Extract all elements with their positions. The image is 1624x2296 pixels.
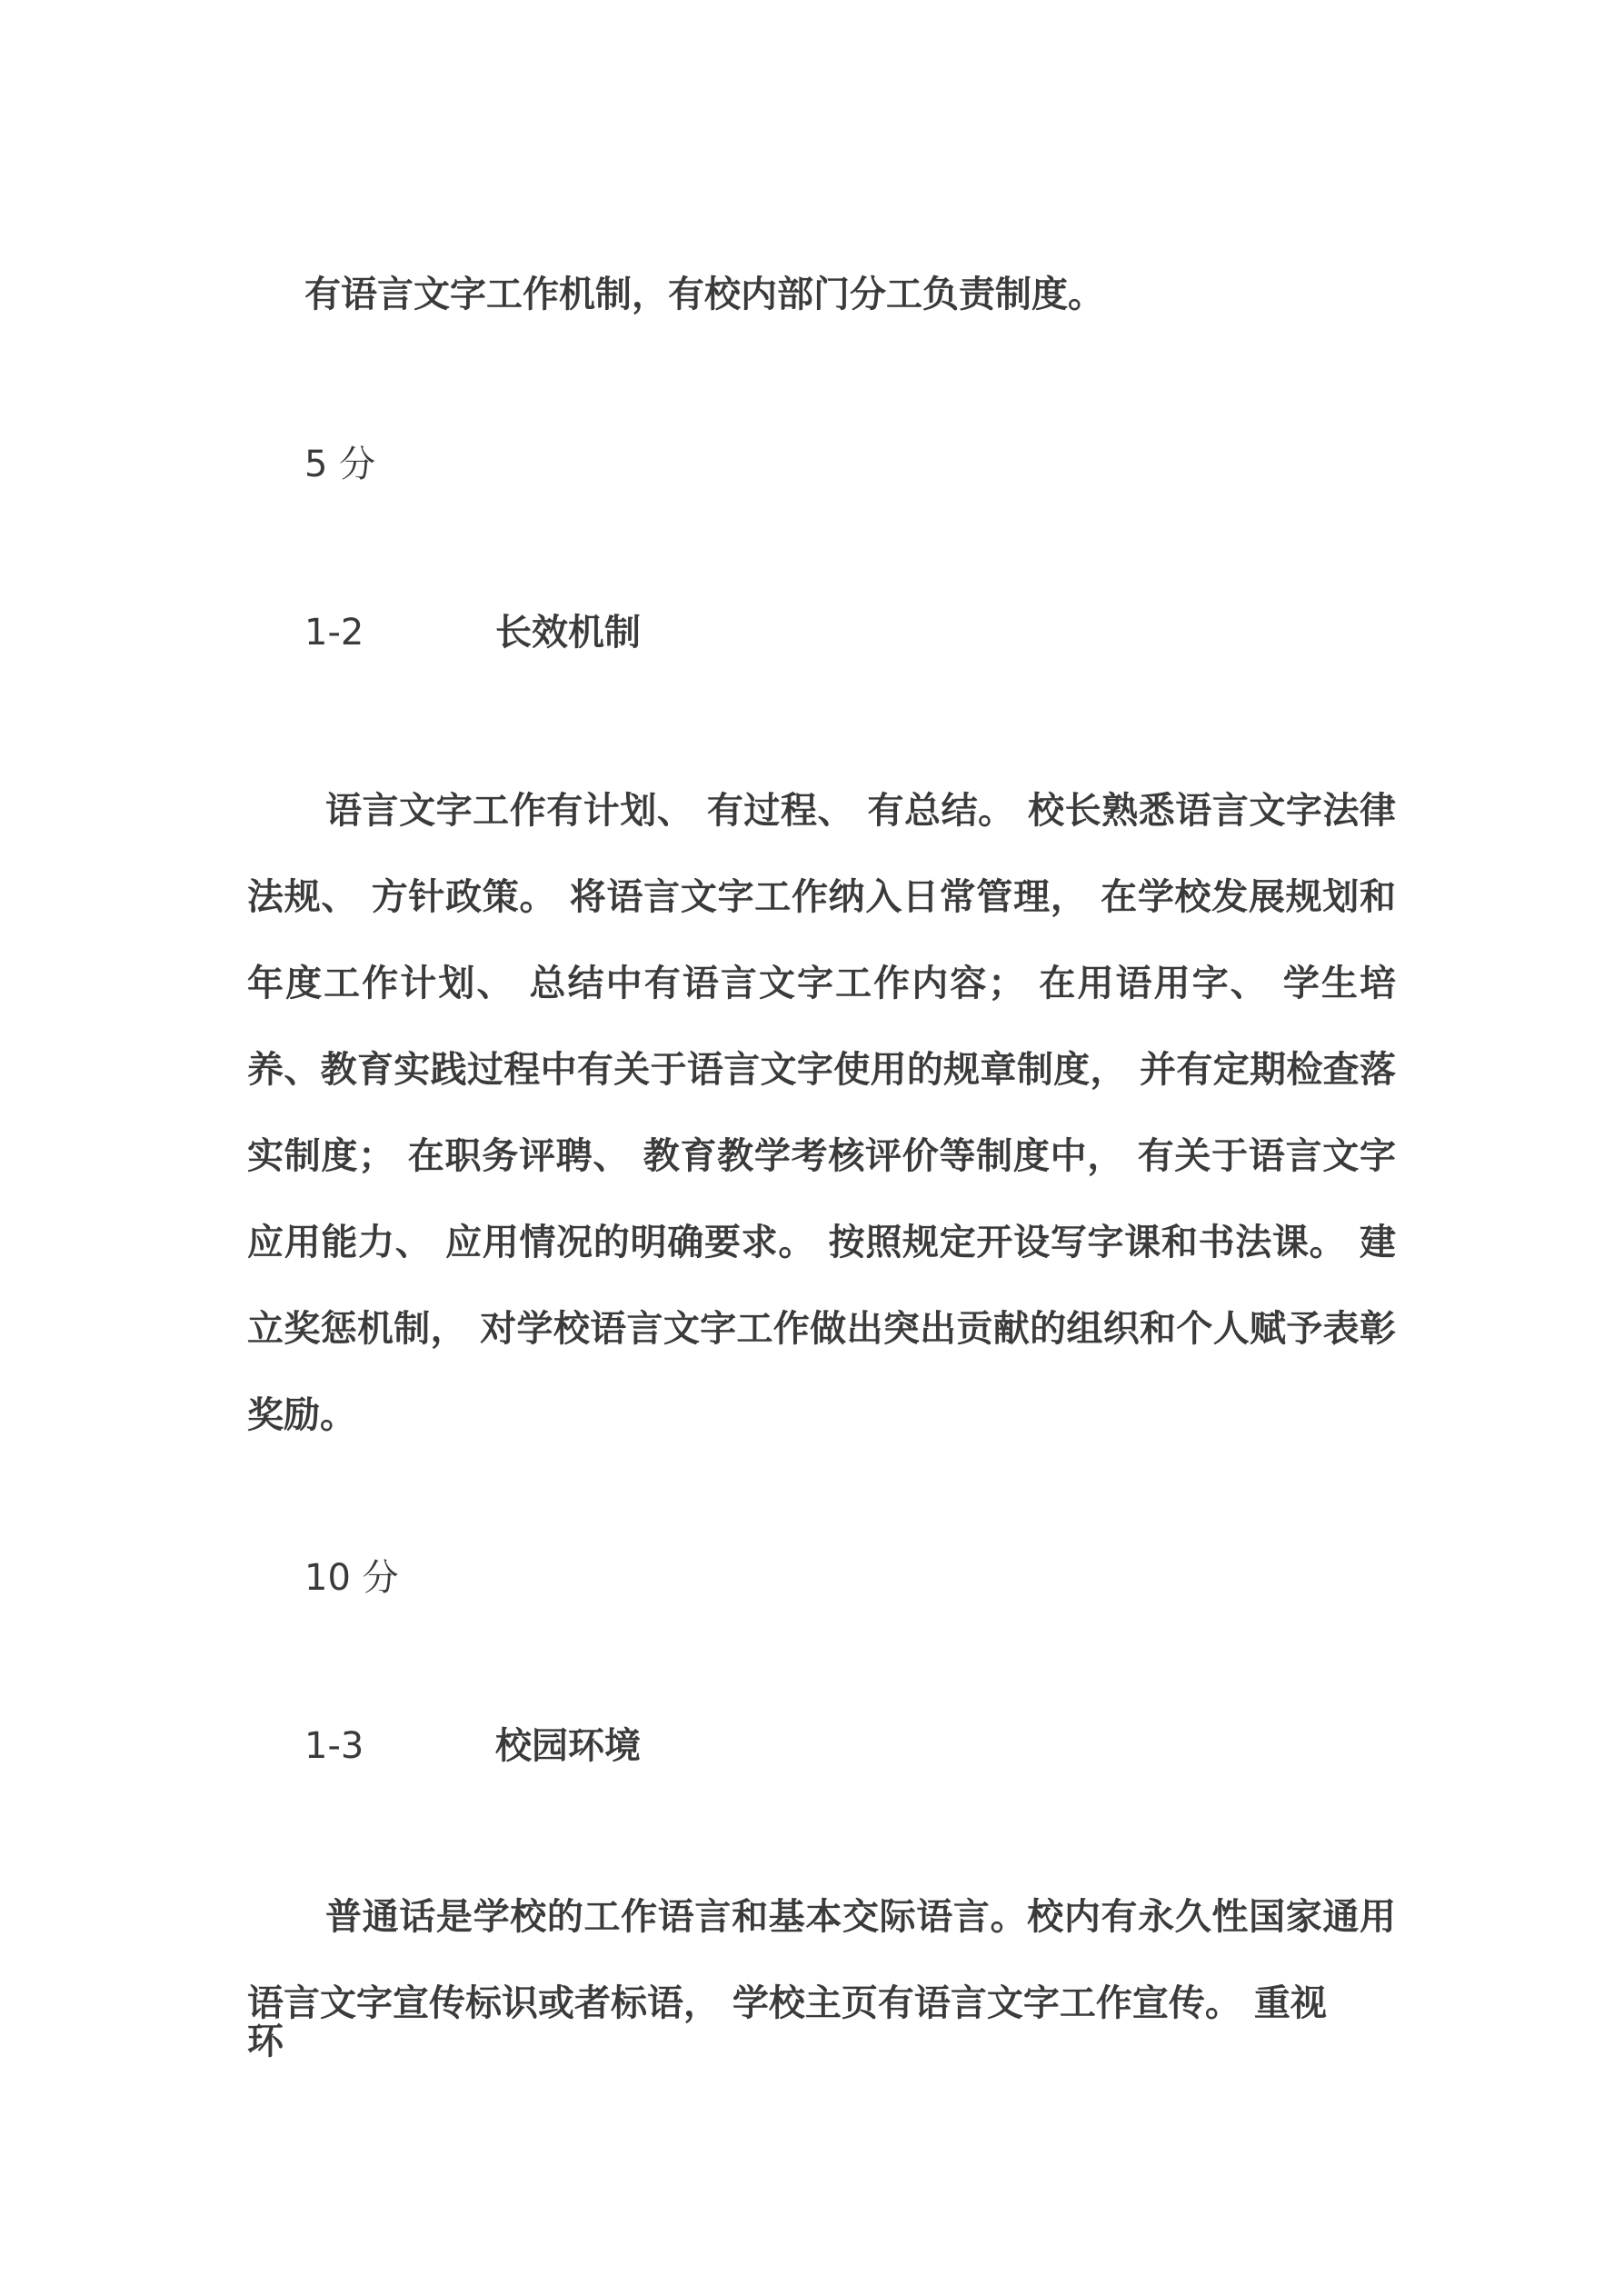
intro-line: 有语言文字工作机制，有校内部门分工负责制度。 <box>304 274 1104 315</box>
section-heading-1-3 <box>304 1724 641 1768</box>
paragraph-campus-environment: 普通话是学校的工作语言和基本交际语言。校内有永久性国家通用语言文字宣传标识或者标语， 学校主页有语言文字工作宣传。 重视 <box>247 1896 1396 2024</box>
paragraph-tail-fragment: 环 <box>247 2021 284 2062</box>
section-title: 校园环境 <box>495 1725 641 1767</box>
score-label: 5 分 <box>304 444 376 485</box>
section-code: 1-2 <box>304 612 364 654</box>
section-code: 1-3 <box>304 1725 364 1767</box>
section-title: 长效机制 <box>495 612 641 654</box>
score-label: 10 分 <box>304 1557 399 1599</box>
paragraph-long-term-mechanism: 语言文字工作有计划、 有过程、 有总结。 校长熟悉语言文字法律法规、 方针政策。 将语言文字工作纳入日常管理， 在学校发展规划和年度工作计划、 总结中有语言文字工作内容； 在用语用字、 学生培养、教育实践过程中有关于语言文字使用的规章制度， 并有定期检查落实制度； 在职务评聘、 教育教学考核评价等制度中， 有关于语言文字应用能力、 应用情况的明确要求。 按照规定开设写字课和书法课。 建立奖惩机制， 对学校语言文字工作做出突出贡献的组织和个人赋予表彰奖励。 <box>247 790 1396 1436</box>
section-heading-1-2 <box>304 611 641 654</box>
